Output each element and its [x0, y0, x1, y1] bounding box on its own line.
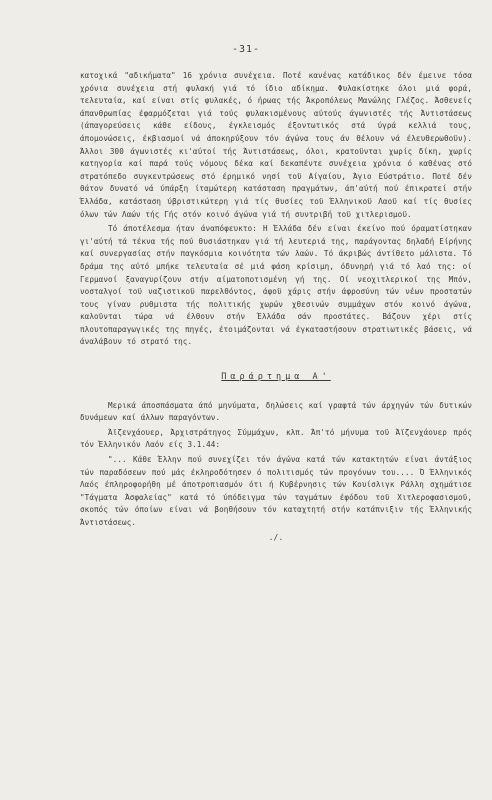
- appendix-title: Παράρτημα Α': [221, 372, 331, 383]
- document-body: [80, 70, 472, 544]
- end-mark: ./.: [268, 532, 284, 542]
- appendix-paragraph-2: Άϊζενχάουερ, Άρχιστράτηγος Σύμμάχων, κλπ. Άπ'τό μήνυμα τοϋ Άϊζενχάουερ πρός τόν Έλληνικόν Λαόν είς 3.1.44:: [80, 427, 472, 450]
- appendix-quote: "... Κάθε Έλλην πού συνεχίζει τόν άγώνα κατά τών κατακτητών είναι άντάξιος τών παραδόσεων πού μάς έκληροδότησεν ό πολιτισμός τών προγόνων του.... Ό Έλληνικός Λαός έπληροφορήθη μέ άποτροπιασμόν ότι ή Κυβέρνησις τών Κουίσλιγκ Ράλλη σχημάτισε "Τάγματα Άσφαλείας" κατά τό ύπόδειγμα τών ταγμάτων έφόδου τοϋ Χιτλεροφασισμοϋ, σκοπός τών όποίων είναι νά βοηθήσουν τόν καταχτητή στήν κατάπνιξιν τής Έλληνικής Άντιστάσεως.: [80, 455, 472, 527]
- page-number: -31-: [231, 44, 261, 55]
- body-paragraph-2: Τό άποτέλεσμα ήταν άναπόφευκτο: Η Έλλάδα δέν είναι έκείνο πού όραματίστηκαν γι'αύτή τά τέκνα τής πού θυσιάστηκαν γιά τή λευτεριά της, παράγοντας δηλαδή Είρήνης καί συνεργασίας στήν παγκόσμια κοινότητα τών λαών. Τό άκριβώς άντίθετο μάλιστα. Τό δράμα της αύτό μπήκε τελευταία σέ μιά φάση κρίσιμη, όδυνηρή γιά τό λαό της: οί Γερμανοί ξαναγυρίζουν στήν αίματοποτισμένη γή της. Οί νεοχιτλερικοί της Μπόν, νοσταλγοί τοϋ ναζιστικοϋ παρελθόντος, άφοϋ χάρις στήν άφροσύνη τών νέων προστατών τους γίναν ρυθμιστα τής πολιτικής χωρών χθεσινών συμμάχων στόν κοινό άγώνα, καλοϋνται τώρα νά έλθουν στήν Έλλάδα σάν προστάτες. Βάζουν χέρι στίς πλουτοπαραγωγικές της πηγές, έτοιμάζονται νά έγκαταστήσουν στρατιωτικές βάσεις, νά άναλάβουν τό στρατό της.: [80, 224, 472, 347]
- appendix-paragraph-1: Μερικά άποσπάσματα άπό μηνύματα, δηλώσεις καί γραφτά τών άρχηγών τών δυτικών δυνάμεων καί άλλων παραγόντων.: [80, 400, 472, 423]
- body-paragraph-1: κατοχικά "αδικήματα" 16 χρόνια συνέχεια. Ποτέ κανένας κατάδικος δέν έμεινε τόσα χρόνια συνέχεια στή φυλακή γιά τό ίδιο αδίκημα. Φυλακίστηκε όλοι μιά φορά, τελευταία, καί είναι στίς φυλακές, ό ήρωας τής Άκροπόλεως Μανώλης Γλέζος. Άσθενείς άπανθρωπίας έφαρμόζεται γιά τούς φυλακισμένους αύτούς άγωνιστές τής Άντιστάσεως (άπαγορεύσεις κάθε είδους, έγκλεισμός έξοντωτικός στά ύγρά κελλιά τους, άπομονώσεις, έκβιασμοί νά άποκηρύξουν τόν άγώνα τους άν θέλουν νά έλευθερωθοϋν). Άλλοι 300 άγωνιστές κι'αύτοί τής Άντιστάσεως, όλοι, κρατοϋνται χωρίς δίκη, χωρίς κατηγορία καί παρά τούς νόμους δέκα καί δεκαπέντε συνέχεια χρόνια ό καθένας στό στρατόπεδο συγκεντρώσεως στό έρημικό νησί τοϋ Αίγαίου, Άγιο Εύστράτιο. Ποτέ δέν θάτον δυνατό νά ύπάρξη ίταμώτερη κατάσταση πραγμάτων, άπ'αύτή πού έπικρατεί στήν Έλλάδα, κατάσταση ύβριστικώτερη γιά τίς θυσίες τοϋ Έλληνικοϋ Λαοϋ καί τίς θυσίες όλων τών Λαών τής Γής στόν κοινό άγώνα γιά τή συντριβή τοϋ χιτλερισμοϋ.: [80, 71, 472, 219]
